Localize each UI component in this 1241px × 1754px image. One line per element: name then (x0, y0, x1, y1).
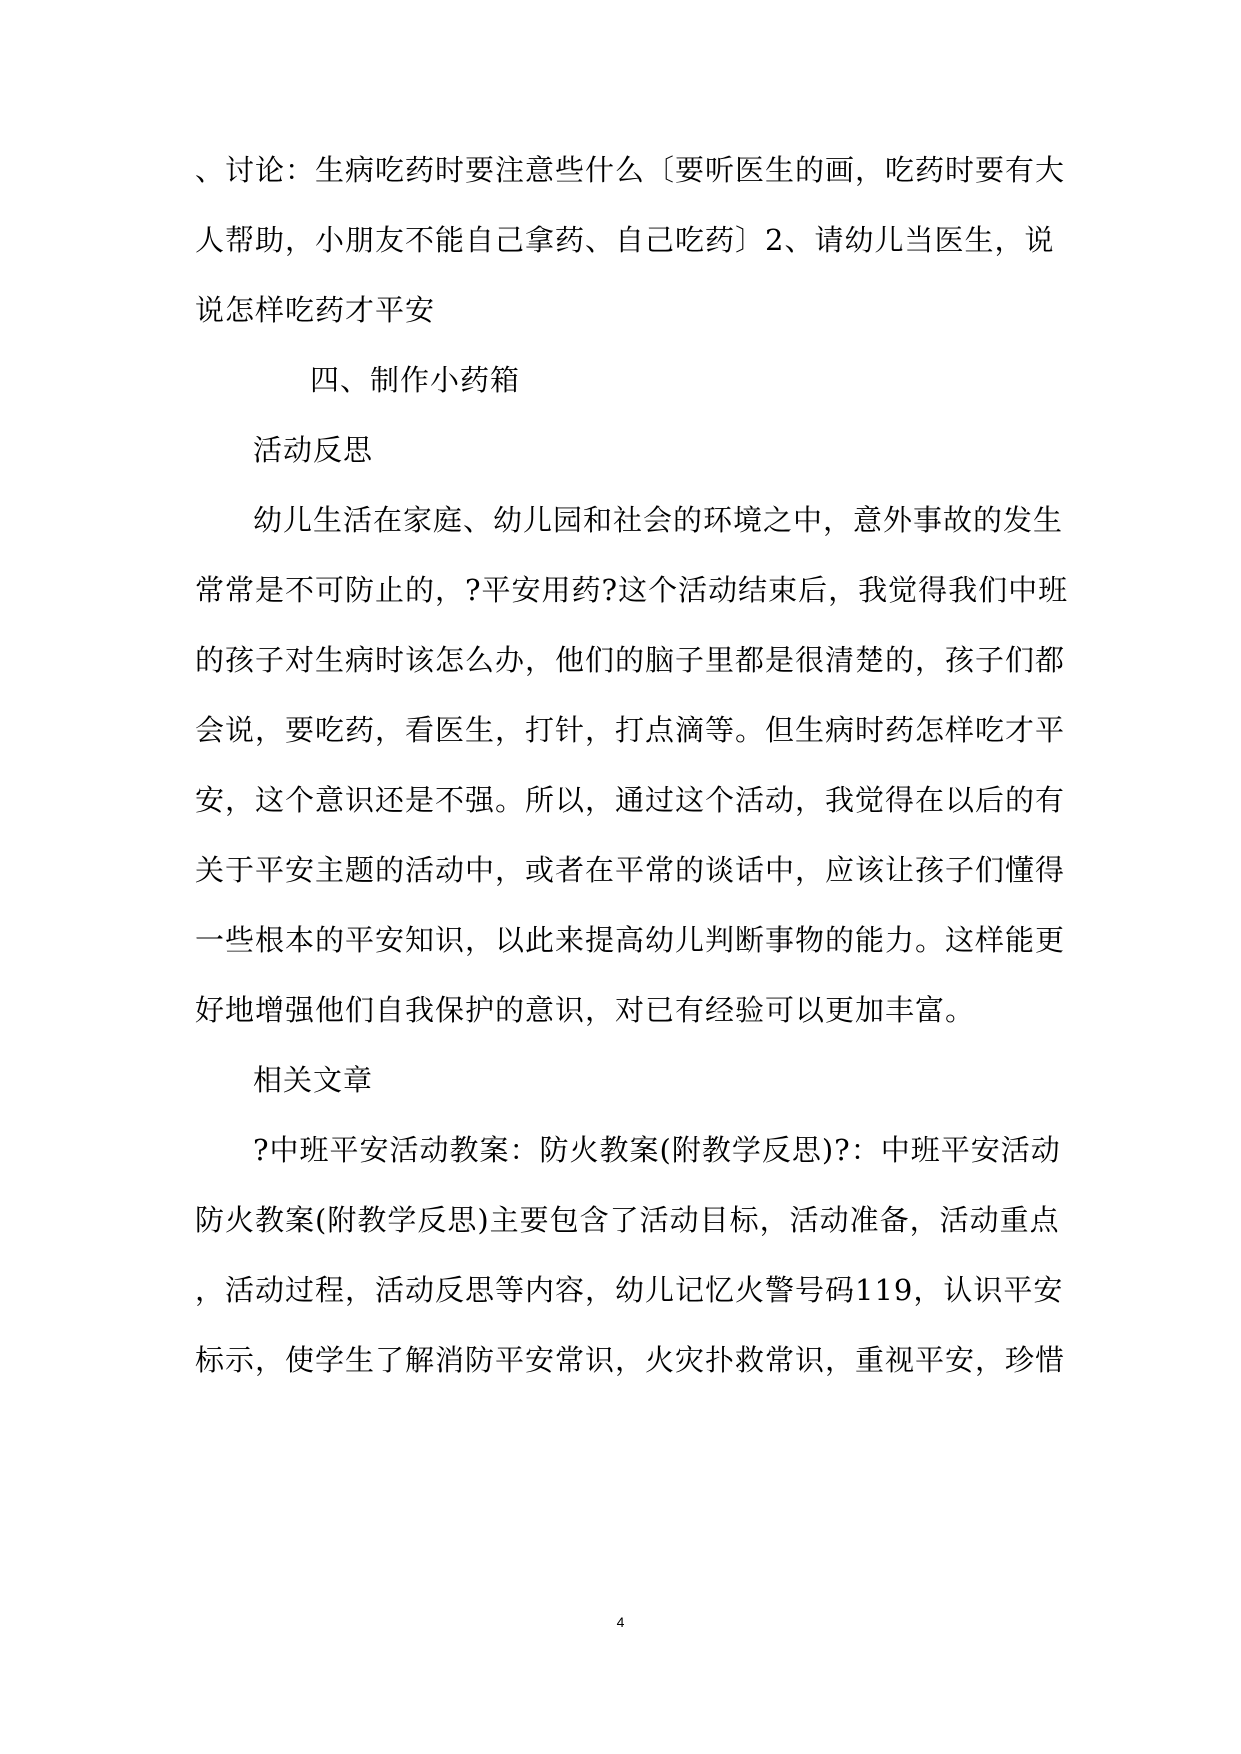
section-heading-related-articles: 相关文章 (253, 1063, 374, 1097)
text-line-17: ，活动过程，活动反思等内容，幼儿记忆火警号码119，认识平安 (195, 1273, 1064, 1307)
section-heading-reflection: 活动反思 (253, 433, 374, 467)
text-line-15: ?中班平安活动教案：防火教案(附教学反思)?：中班平安活动 (253, 1133, 1061, 1167)
text-line-9: 会说，要吃药，看医生，打针，打点滴等。但生病时药怎样吃才平 (195, 713, 1066, 747)
text-line-12: 一些根本的平安知识，以此来提高幼儿判断事物的能力。这样能更 (195, 923, 1066, 957)
text-line-3: 说怎样吃药才平安 (195, 293, 436, 327)
text-line-8: 的孩子对生病时该怎么办，他们的脑子里都是很清楚的，孩子们都 (195, 643, 1066, 677)
text-line-11: 关于平安主题的活动中，或者在平常的谈话中，应该让孩子们懂得 (195, 853, 1066, 887)
text-line-1: 、讨论：生病吃药时要注意些什么〔要听医生的画，吃药时要有大 (195, 153, 1066, 187)
section-heading-make-medicine-box: 四、制作小药箱 (310, 363, 521, 397)
text-line-13: 好地增强他们自我保护的意识，对已有经验可以更加丰富。 (195, 993, 976, 1027)
text-line-10: 安，这个意识还是不强。所以，通过这个活动，我觉得在以后的有 (195, 783, 1066, 817)
text-line-6: 幼儿生活在家庭、幼儿园和社会的环境之中，意外事故的发生 (253, 503, 1064, 537)
text-line-2: 人帮助，小朋友不能自己拿药、自己吃药〕2、请幼儿当医生，说 (195, 223, 1055, 257)
text-line-16: 防火教案(附教学反思)主要包含了活动目标，活动准备，活动重点 (195, 1203, 1060, 1237)
page-number: 4 (616, 1614, 625, 1630)
text-line-7: 常常是不可防止的，?平安用药?这个活动结束后，我觉得我们中班 (195, 573, 1069, 607)
text-line-18: 标示，使学生了解消防平安常识，火灾扑救常识，重视平安，珍惜 (195, 1343, 1066, 1377)
